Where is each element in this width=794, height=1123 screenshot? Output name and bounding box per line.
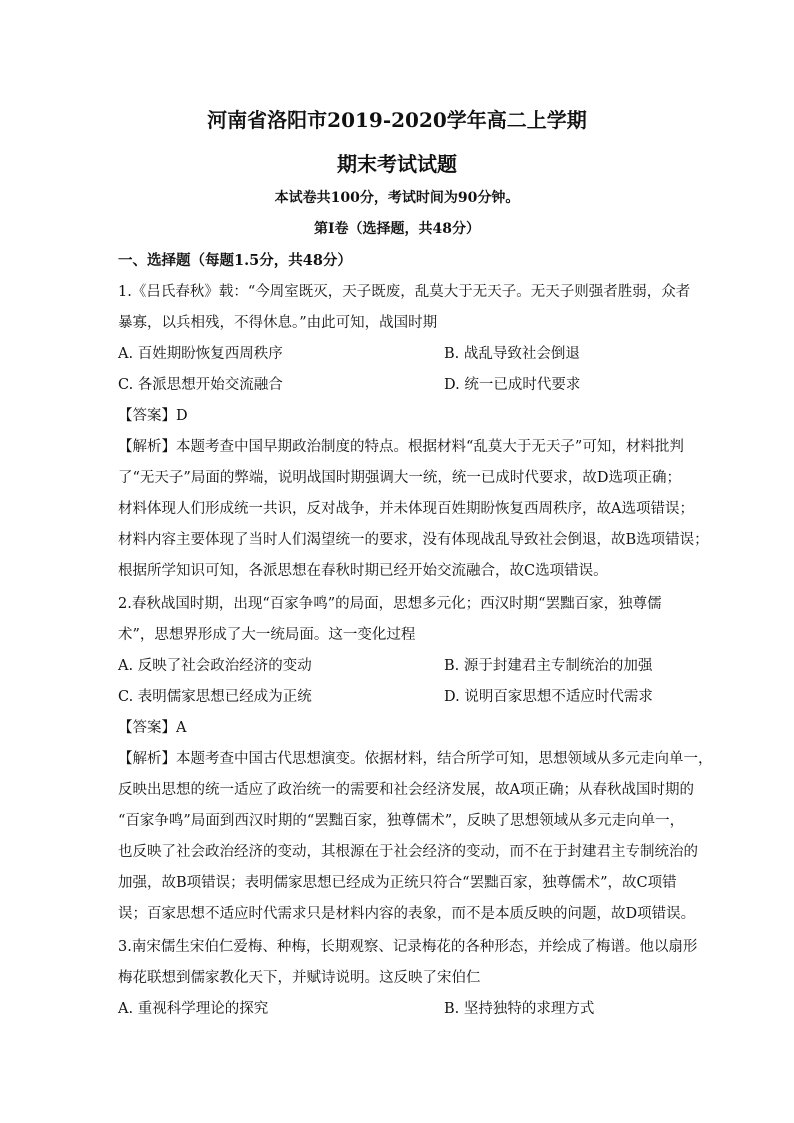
q3-stem-line1: 3.南宋儒生宋伯仁爱梅、种梅，长期观察、记录梅花的各种形态，并绘成了梅谱。他以扇形 [118,939,698,955]
q1-analysis-line2: 了“无天子”局面的弊端，说明战国时期强调大一统，统一已成时代要求，故D选项正确； [118,470,681,486]
q1-answer: 【答案】D [118,408,188,424]
q2-option-a: A. 反映了社会政治经济的变动 [118,658,312,674]
q2-option-c: C. 表明儒家思想已经成为正统 [118,689,312,705]
q2-analysis-line2: 反映出思想的统一适应了政治统一的需要和社会经济发展，故A项正确；从春秋战国时期的 [118,782,694,798]
q2-option-d: D. 说明百家思想不适应时代需求 [444,689,653,705]
q2-analysis-line3: “百家争鸣”局面到西汉时期的“罢黜百家，独尊儒术”，反映了思想领域从多元走向单一， [118,813,685,829]
q2-analysis-line4: 也反映了社会政治经济的变动，其根源在于社会经济的变动，而不在于封建君主专制统治的 [118,844,698,860]
volume-title: 第Ⅰ卷（选择题，共48分） [313,221,481,237]
q1-stem-line2: 暴寡，以兵相残，不得休息。”由此可知，战国时期 [118,315,438,331]
q1-option-a: A. 百姓期盼恢复西周秩序 [118,346,283,362]
q1-analysis-line5: 根据所学知识可知，各派思想在春秋时期已经开始交流融合，故C选项错误。 [118,563,608,579]
q3-option-a: A. 重视科学理论的探究 [118,1001,269,1017]
q1-analysis-line3: 材料体现人们形成统一共识，反对战争，并未体现百姓期盼恢复西周秩序，故A选项错误； [118,501,694,517]
q1-analysis-line4: 材料内容主要体现了当时人们渴望统一的要求，没有体现战乱导致社会倒退，故B选项错误； [118,532,709,548]
exam-info: 本试卷共100分，考试时间为90分钟。 [274,190,520,206]
section-heading: 一、选择题（每题1.5分，共48分） [118,252,352,269]
q1-stem-line1: 1.《吕氏春秋》载：“今周室既灭，天子既废，乱莫大于无天子。无天子则强者胜弱，众者 [118,284,691,300]
q1-analysis-line1: 【解析】本题考查中国早期政治制度的特点。根据材料“乱莫大于无天子”可知，材料批判 [118,439,684,455]
q1-option-b: B. 战乱导致社会倒退 [444,346,580,362]
q1-option-c: C. 各派思想开始交流融合 [118,377,283,393]
document-title-line1: 河南省洛阳市2019-2020学年高二上学期 [207,108,587,132]
q3-stem-line2: 梅花联想到儒家教化天下，并赋诗说明。这反映了宋伯仁 [118,970,481,986]
q3-option-b: B. 坚持独特的求理方式 [444,1001,595,1017]
q2-stem-line2: 术”，思想界形成了大一统局面。这一变化过程 [118,627,416,643]
q2-stem-line1: 2.春秋战国时期，出现“百家争鸣”的局面，思想多元化；西汉时期“罢黜百家，独尊儒 [118,596,662,612]
q1-option-d: D. 统一已成时代要求 [444,377,581,393]
document-title-line2: 期末考试试题 [337,152,457,176]
q2-analysis-line5: 加强，故B项错误；表明儒家思想已经成为正统只符合“罢黜百家，独尊儒术”，故C项错 [118,875,677,891]
q2-analysis-line1: 【解析】本题考查中国古代思想演变。依据材料，结合所学可知，思想领域从多元走向单一， [118,751,713,767]
q2-option-b: B. 源于封建君主专制统治的加强 [444,658,653,674]
q2-analysis-line6: 误；百家思想不适应时代需求只是材料内容的表象，而不是本质反映的问题，故D项错误。 [118,906,696,922]
q2-answer: 【答案】A [118,720,187,736]
